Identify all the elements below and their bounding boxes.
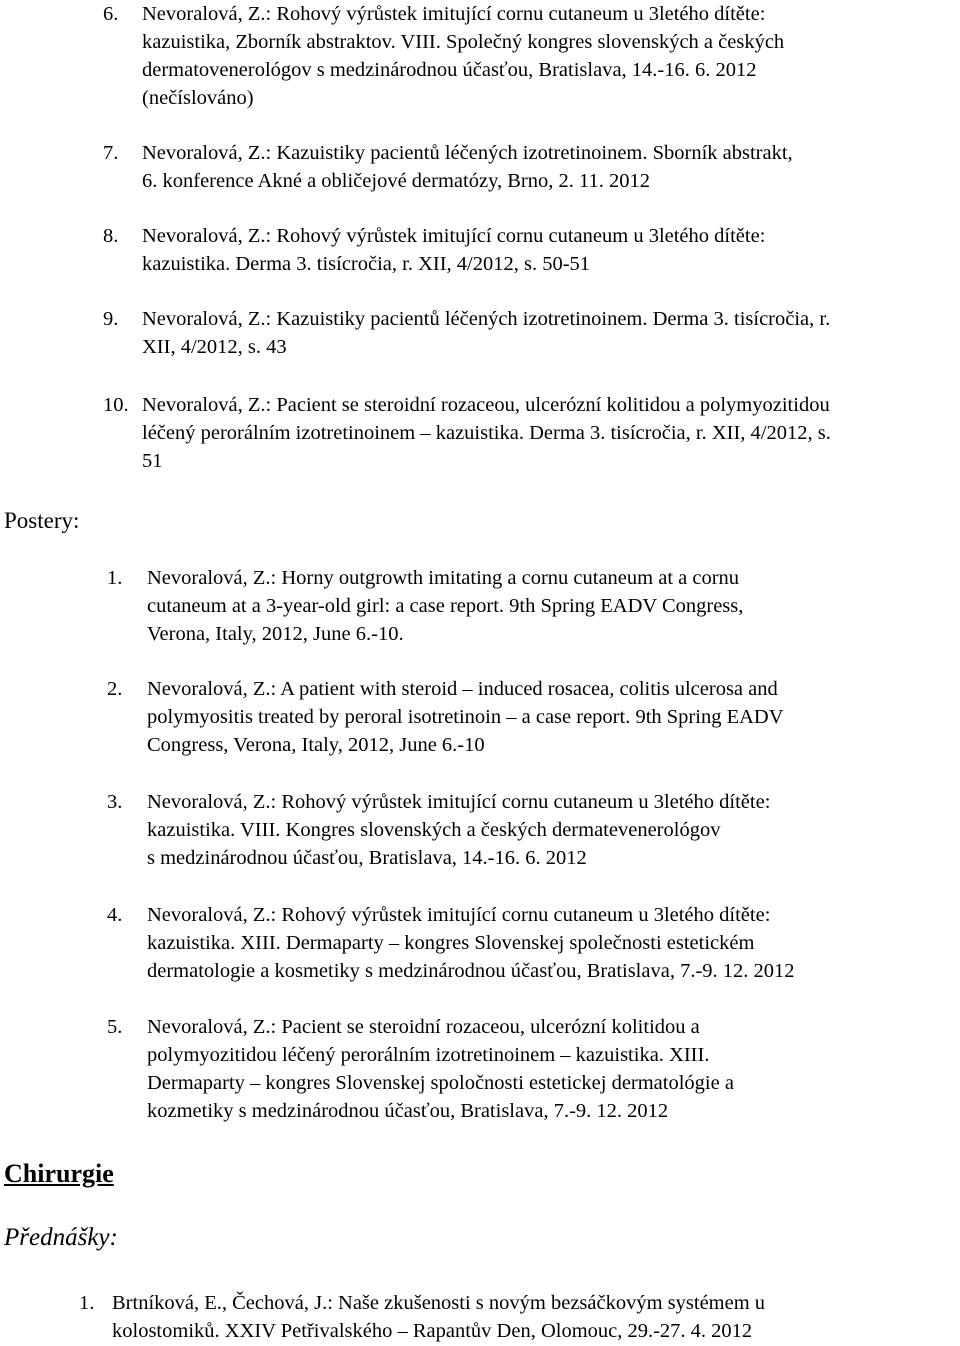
item-text-line: Nevoralová, Z.: Rohový výrůstek imitující cornu cutaneum u 3letého dítěte:	[142, 3, 766, 25]
item-number: 6.	[103, 3, 119, 25]
item-number: 2.	[107, 678, 123, 700]
item-text-line: 6. konference Akné a obličejové dermatózy, Brno, 2. 11. 2012	[142, 170, 650, 192]
item-text-line: kazuistika. VIII. Kongres slovenských a českých dermatevenerológov	[147, 819, 721, 841]
item-number: 4.	[107, 904, 123, 926]
item-text-line: polymyositis treated by peroral isotretinoin – a case report. 9th Spring EADV	[147, 706, 784, 728]
item-number: 10.	[103, 394, 129, 416]
item-text-line: Congress, Verona, Italy, 2012, June 6.-10	[147, 734, 485, 756]
item-text-line: kazuistika. Derma 3. tisícročia, r. XII, 4/2012, s. 50-51	[142, 253, 591, 275]
section-heading-chirurgie: Chirurgie	[4, 1159, 114, 1188]
item-text-line: (nečíslováno)	[142, 87, 254, 109]
item-text-line: Nevoralová, Z.: Pacient se steroidní rozaceou, ulcerózní kolitidou a	[147, 1016, 700, 1038]
item-text-line: 51	[142, 450, 163, 472]
item-text-line: Nevoralová, Z.: Rohový výrůstek imitující cornu cutaneum u 3letého dítěte:	[142, 225, 766, 247]
item-text-line: kozmetiky s medzinárodnou účasťou, Bratislava, 7.-9. 12. 2012	[147, 1100, 669, 1122]
item-number: 3.	[107, 791, 123, 813]
item-text-line: polymyozitidou léčený perorálním izotretinoinem – kazuistika. XIII.	[147, 1044, 710, 1066]
item-text-line: Nevoralová, Z.: Rohový výrůstek imitující cornu cutaneum u 3letého dítěte:	[147, 904, 771, 926]
item-text-line: dermatovenerológov s medzinárodnou účasťou, Bratislava, 14.-16. 6. 2012	[142, 59, 757, 81]
item-text-line: cutaneum at a 3-year-old girl: a case report. 9th Spring EADV Congress,	[147, 595, 744, 617]
subsection-heading-prednasky: Přednášky:	[4, 1224, 118, 1251]
item-text-line: léčený perorálním izotretinoinem – kazuistika. Derma 3. tisícročia, r. XII, 4/2012, s.	[142, 422, 831, 444]
item-text-line: Nevoralová, Z.: Pacient se steroidní rozaceou, ulcerózní kolitidou a polymyozitidou	[142, 394, 830, 416]
item-text-line: kolostomiků. XXIV Petřivalského – Rapantův Den, Olomouc, 29.-27. 4. 2012	[112, 1320, 753, 1342]
section-heading-postery: Postery:	[4, 508, 80, 533]
item-text-line: Brtníková, E., Čechová, J.: Naše zkušenosti s novým bezsáčkovým systémem u	[112, 1292, 766, 1314]
item-text-line: Verona, Italy, 2012, June 6.-10.	[147, 623, 404, 645]
item-number: 9.	[103, 308, 119, 330]
item-text-line: dermatologie a kosmetiky s medzinárodnou účasťou, Bratislava, 7.-9. 12. 2012	[147, 960, 795, 982]
item-text-line: Dermaparty – kongres Slovenskej spoločnosti estetickej dermatológie a	[147, 1072, 734, 1094]
item-text-line: Nevoralová, Z.: Horny outgrowth imitating a cornu cutaneum at a cornu	[147, 567, 740, 589]
item-number: 1.	[107, 567, 123, 589]
item-text-line: kazuistika, Zborník abstraktov. VIII. Společný kongres slovenských a českých	[142, 31, 785, 53]
item-number: 7.	[103, 142, 119, 164]
item-text-line: XII, 4/2012, s. 43	[142, 336, 287, 358]
item-number: 5.	[107, 1016, 123, 1038]
item-number: 1.	[79, 1292, 95, 1314]
item-text-line: s medzinárodnou účasťou, Bratislava, 14.-16. 6. 2012	[147, 847, 587, 869]
item-text-line: Nevoralová, Z.: Kazuistiky pacientů léčených izotretinoinem. Derma 3. tisícročia, r.	[142, 308, 831, 330]
item-text-line: Nevoralová, Z.: Kazuistiky pacientů léčených izotretinoinem. Sborník abstrakt,	[142, 142, 793, 164]
item-number: 8.	[103, 225, 119, 247]
item-text-line: Nevoralová, Z.: A patient with steroid – induced rosacea, colitis ulcerosa and	[147, 678, 778, 700]
item-text-line: kazuistika. XIII. Dermaparty – kongres Slovenskej společnosti estetickém	[147, 932, 755, 954]
item-text-line: Nevoralová, Z.: Rohový výrůstek imitující cornu cutaneum u 3letého dítěte:	[147, 791, 771, 813]
